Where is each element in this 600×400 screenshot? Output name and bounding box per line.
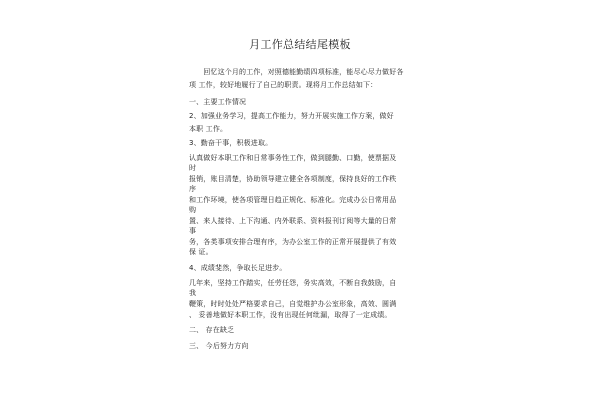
body-line: 几年来，坚持工作踏实，任劳任怨，务实高效，不断自我鼓励，自 — [189, 279, 397, 287]
body-line: 2、加强业务学习，提高工作能力，努力开展实施工作方案，做好 — [189, 112, 394, 120]
document-title: 月工作总结结尾模板 — [249, 38, 351, 51]
subheading-3: 3、勤奋干事，积极进取。 — [189, 139, 273, 147]
body-line: 本职 工作。 — [189, 125, 228, 133]
body-line: 我 — [189, 289, 197, 297]
body-line: 购 — [189, 206, 197, 214]
body-line: 事 — [189, 227, 197, 235]
body-line: 项 工作，较好地履行了自己的职责。现将月工作总结如下： — [189, 81, 378, 89]
body-line: 认真做好本职工作和日常事务性工作，做到腿勤、口勤，使票据及 — [189, 154, 397, 162]
body-line: 时 — [189, 164, 197, 172]
body-line: 、 妥善地做好本职工作，没有出现任何纰漏，取得了一定成绩。 — [189, 311, 392, 319]
section-heading-3: 三、 今后努力方向 — [189, 342, 249, 350]
body-line: 置、来人接待、上下沟通、内外联系、资料报刊订阅等大量的日常 — [189, 217, 397, 225]
body-line: 保 证。 — [189, 248, 213, 256]
body-line: 务，各类事项安排合理有序，为办公室工作的正常开展提供了有效 — [189, 238, 397, 246]
body-line: 和工作环境，使各项管理日趋正规化、标准化。完成办公日常用品 — [189, 196, 397, 204]
body-line-intro: 回忆这个月的工作，对照德能勤绩四项标准，能尽心尽力做好各 — [189, 68, 404, 76]
body-line: 序 — [189, 185, 197, 193]
body-line: 报销，账目清楚，协助领导建立健全各项制度，保持良好的工作秩 — [189, 175, 397, 183]
section-heading-2: 二、 存在缺乏 — [189, 326, 235, 334]
subheading-4: 4、成绩斐然，争取长足进步。 — [189, 264, 287, 272]
body-line: 鞭策，时时处处严格要求自己，自觉维护办公室形象，高效、圆满 — [189, 300, 397, 308]
section-heading-1: 一、主要工作情况 — [189, 98, 247, 106]
